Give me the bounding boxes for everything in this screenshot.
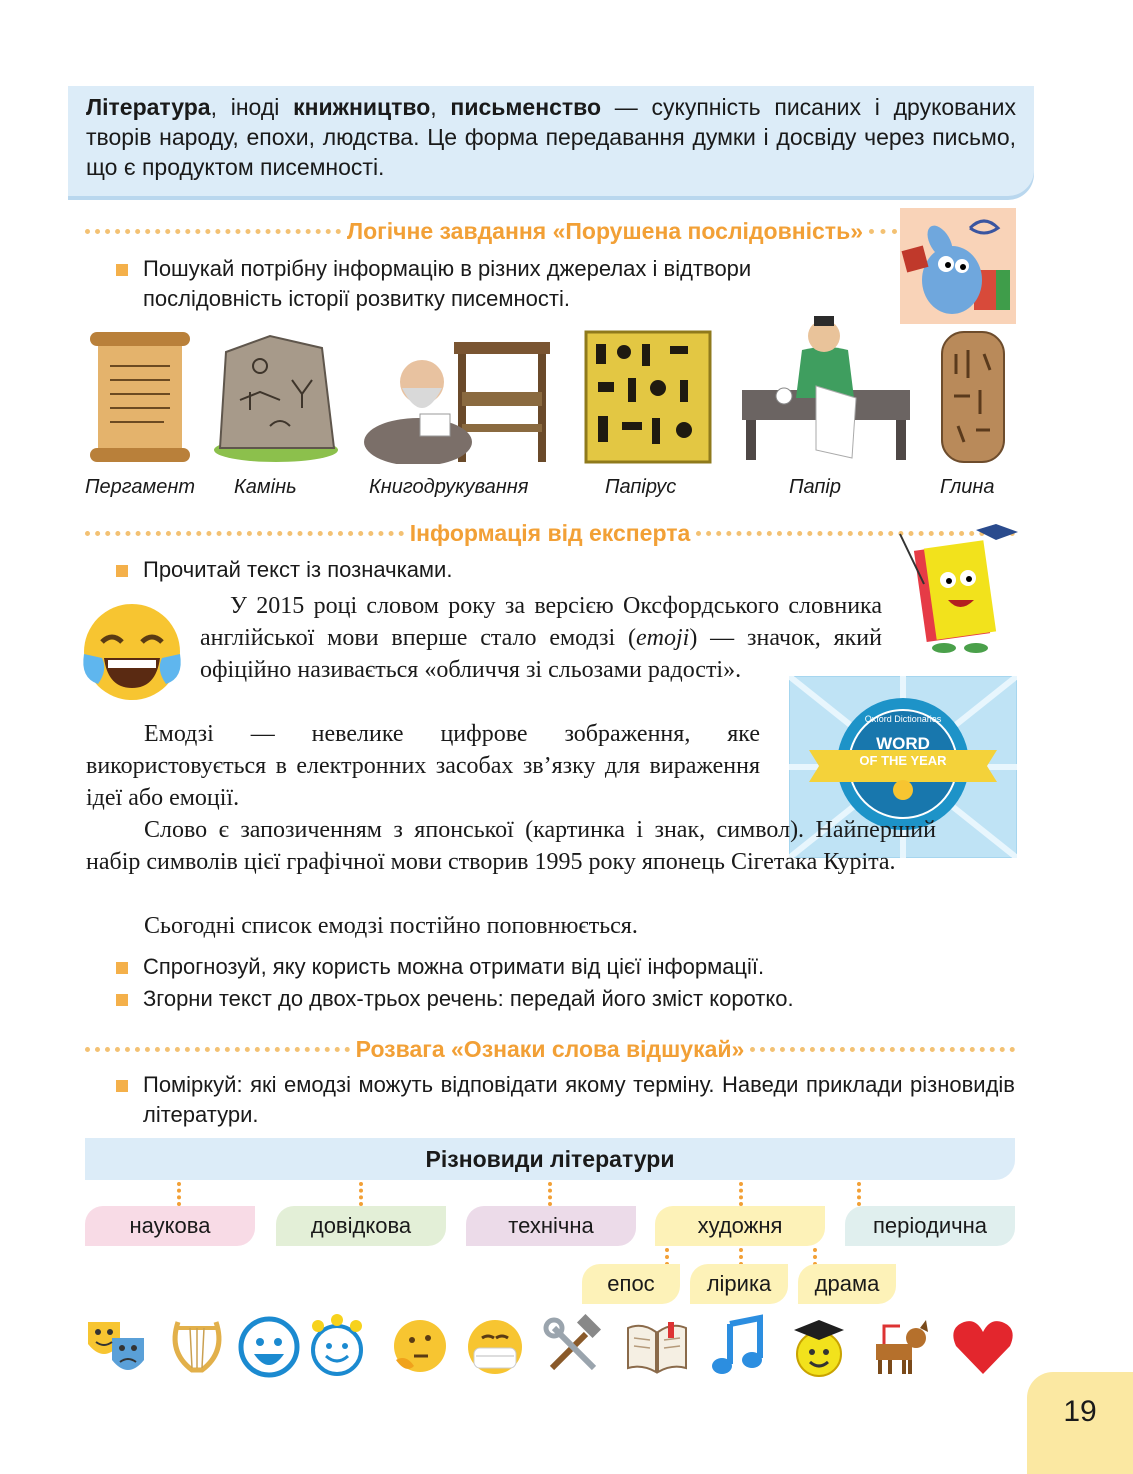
caption-hlyna: Глина — [940, 476, 995, 498]
dotted-line — [85, 1047, 350, 1052]
kind-khudozhnia: художня — [655, 1206, 825, 1246]
section-title: Інформація від експерта — [409, 519, 691, 546]
badge-word: WORD — [876, 734, 930, 753]
caption-papirus: Папірус — [605, 476, 677, 498]
face-with-tears-of-joy-icon — [78, 598, 186, 706]
dotted-line — [750, 1047, 1015, 1052]
section-title: Логічне завдання «Порушена послідовність» — [346, 217, 863, 244]
bullet-square — [116, 264, 128, 276]
task-text: Прочитай текст із позначками. — [143, 557, 453, 582]
kind-dovidkova: довідкова — [276, 1206, 446, 1246]
kind-tekhnichna: технічна — [466, 1206, 636, 1246]
bearded-face-icon — [236, 1314, 302, 1380]
open-book-icon — [624, 1314, 690, 1380]
term-knyzhnytstvo: книжництво — [293, 94, 431, 120]
def-part: , — [430, 94, 451, 120]
article-text: У 2015 році словом року за версією Оксфордського словника англійської мови вперше стало емодзі ( — [200, 593, 882, 651]
music-note-icon — [706, 1314, 772, 1380]
thinking-face-icon — [386, 1314, 452, 1380]
lyre-icon — [164, 1314, 230, 1380]
kind-periodychna: періодична — [845, 1206, 1015, 1246]
bullet-square — [116, 1080, 128, 1092]
theater-masks-icon — [84, 1314, 150, 1380]
connector-dots — [739, 1182, 743, 1206]
task-text: Поміркуй: які емодзі можуть відповідати якому терміну. Наведи приклади різновидів літератури. — [143, 1072, 1015, 1127]
article-paragraph-1 — [200, 590, 882, 686]
def-part: — сукупність писаних і друкованих творів народу, епохи, людства. Це форма передавання думки і досвіду через письмо, що є продуктом писемності. — [86, 94, 1016, 180]
section-heading-logic — [85, 216, 897, 246]
badge-small-text: Oxford Dictionaries — [864, 714, 942, 724]
connector-dots — [177, 1182, 181, 1206]
article-emphasis: emoji — [635, 625, 690, 651]
task-text: Згорни текст до двох-трьох речень: передай його зміст коротко. — [143, 986, 794, 1011]
badge-of-the-year: OF THE YEAR — [859, 753, 947, 768]
clay-tablet-illustration — [940, 330, 1006, 464]
dotted-line — [869, 229, 897, 234]
section-heading-game — [85, 1034, 1015, 1064]
bullet-square — [116, 994, 128, 1006]
bullet-square — [116, 962, 128, 974]
parchment-scroll-illustration — [84, 330, 196, 464]
article-paragraph-3: Слово є запозиченням з японської (картинка і знак, символ). Найперший набір символів цієї графічної мови створив 1995 року японець Сігетака Куріта. — [86, 817, 936, 875]
kind-naukova: наукова — [85, 1206, 255, 1246]
bullet-square — [116, 565, 128, 577]
section-title: Розвага «Ознаки слова відшукай» — [355, 1035, 745, 1062]
printing-press-illustration — [362, 338, 558, 464]
definition-text — [86, 92, 1016, 182]
connector-dots — [359, 1182, 363, 1206]
definition-box — [68, 86, 1034, 196]
dotted-line — [85, 229, 341, 234]
task-text: Спрогнозуй, яку користь можна отримати від цієї інформації. — [143, 954, 765, 979]
article-paragraph-2: Емодзі — невелике цифрове зображення, яке використовується в електронних засобах зв’язку для вираження ідеї або емоції. — [86, 721, 760, 811]
blue-creature-illustration — [900, 208, 1016, 324]
def-part: , іноді — [210, 94, 294, 120]
term-pysmenstvo: письменство — [450, 94, 602, 120]
caption-papir: Папір — [789, 476, 841, 498]
medical-mask-face-icon — [462, 1314, 528, 1380]
book-mascot-illustration — [890, 524, 1022, 658]
caption-kamin: Камінь — [234, 476, 297, 498]
scheme-title: Різновиди літератури — [85, 1138, 1015, 1180]
subkind-epos: епос — [582, 1264, 680, 1304]
connector-dots — [548, 1182, 552, 1206]
guide-dog-icon — [866, 1314, 932, 1380]
article-text: ) — значок, який офіційно називається «обличчя зі сльозами радості». — [200, 625, 882, 683]
stone-petroglyph-illustration — [210, 330, 340, 464]
connector-dots — [857, 1182, 861, 1206]
caption-knyhodrukuvannia: Книгодрукування — [369, 476, 529, 498]
papyrus-hieroglyphs-illustration — [584, 330, 712, 464]
dotted-line — [85, 531, 404, 536]
subkind-drama: драма — [798, 1264, 896, 1304]
task-text: Пошукай потрібну інформацію в різних джерелах і відтвори послідовність історії розвитку писемності. — [143, 256, 752, 311]
red-heart-icon — [950, 1314, 1016, 1380]
caption-pergament: Пергамент — [85, 476, 195, 498]
flower-kids-icon — [304, 1314, 370, 1380]
subkind-liryka: лірика — [690, 1264, 788, 1304]
page-number: 19 — [1027, 1372, 1133, 1474]
article-paragraph-4: Сьогодні список емодзі постійно поповнюється. — [144, 913, 638, 939]
paper-scribe-illustration — [732, 314, 920, 466]
term-literatura: Література — [86, 94, 211, 120]
section-heading-expert — [85, 518, 1015, 548]
graduate-smiley-icon — [786, 1314, 852, 1380]
hammer-wrench-icon — [540, 1314, 606, 1380]
